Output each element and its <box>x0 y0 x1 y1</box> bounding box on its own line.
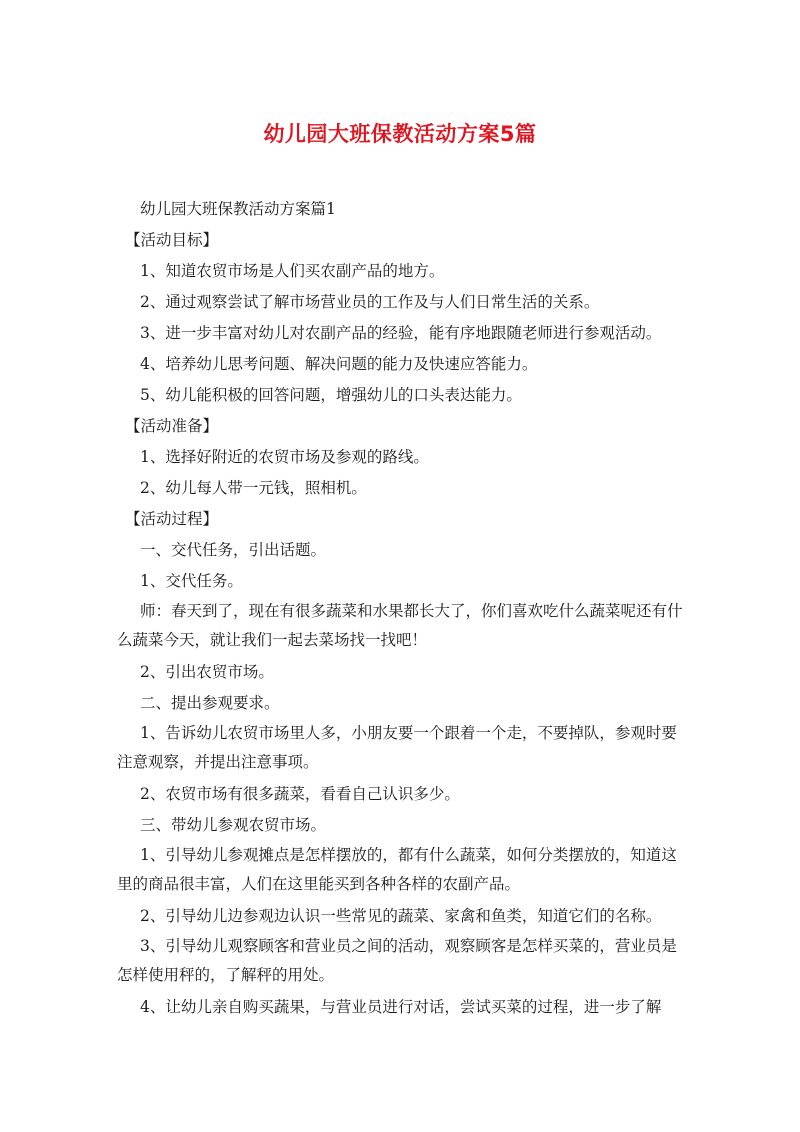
subsection-heading: 【活动准备】 <box>125 417 219 435</box>
document-title: 幼儿园大班保教活动方案5篇 <box>263 122 537 146</box>
subsection-heading: 【活动目标】 <box>125 231 219 249</box>
paragraph: 2、引出农贸市场。 <box>140 663 274 681</box>
document-body <box>117 194 683 1023</box>
paragraph: 1、知道农贸市场是人们买农副产品的地方。 <box>140 262 445 280</box>
paragraph: 3、引导幼儿观察顾客和营业员之间的活动，观察顾客是怎样买菜的，营业员是怎样使用秤的，了解秤的用处。 <box>117 937 677 984</box>
paragraph: 师：春天到了，现在有很多蔬菜和水果都长大了，你们喜欢吃什么蔬菜呢还有什么蔬菜今天，就让我们一起去菜场找一找吧！ <box>117 602 683 649</box>
paragraph: 二、提出参观要求。 <box>140 694 280 712</box>
paragraph: 一、交代任务，引出话题。 <box>140 541 327 559</box>
paragraph: 2、农贸市场有很多蔬菜，看看自己认识多少。 <box>140 785 460 803</box>
paragraph: 1、选择好附近的农贸市场及参观的路线。 <box>140 448 429 466</box>
paragraph: 5、幼儿能积极的回答问题，增强幼儿的口头表达能力。 <box>140 386 522 404</box>
paragraph: 1、告诉幼儿农贸市场里人多，小朋友要一个跟着一个走，不要掉队，参观时要注意观察，并提出注意事项。 <box>117 724 677 771</box>
paragraph: 3、进一步丰富对幼儿对农副产品的经验，能有序地跟随老师进行参观活动。 <box>140 324 662 342</box>
paragraph: 2、通过观察尝试了解市场营业员的工作及与人们日常生活的关系。 <box>140 293 600 311</box>
subsection-heading: 【活动过程】 <box>125 510 219 528</box>
paragraph: 2、引导幼儿边参观边认识一些常见的蔬菜、家禽和鱼类，知道它们的名称。 <box>140 907 662 925</box>
section-heading: 幼儿园大班保教活动方案篇1 <box>140 200 336 218</box>
paragraph: 三、带幼儿参观农贸市场。 <box>140 816 327 834</box>
paragraph: 1、引导幼儿参观摊点是怎样摆放的，都有什么蔬菜，如何分类摆放的，知道这里的商品很丰富，人们在这里能买到各种各样的农副产品。 <box>117 846 677 893</box>
paragraph: 4、培养幼儿思考问题、解决问题的能力及快速应答能力。 <box>140 355 538 373</box>
paragraph: 1、交代任务。 <box>140 572 243 590</box>
paragraph: 2、幼儿每人带一元钱，照相机。 <box>140 479 367 497</box>
paragraph: 4、让幼儿亲自购买蔬果，与营业员进行对话，尝试买菜的过程，进一步了解 <box>140 998 662 1016</box>
